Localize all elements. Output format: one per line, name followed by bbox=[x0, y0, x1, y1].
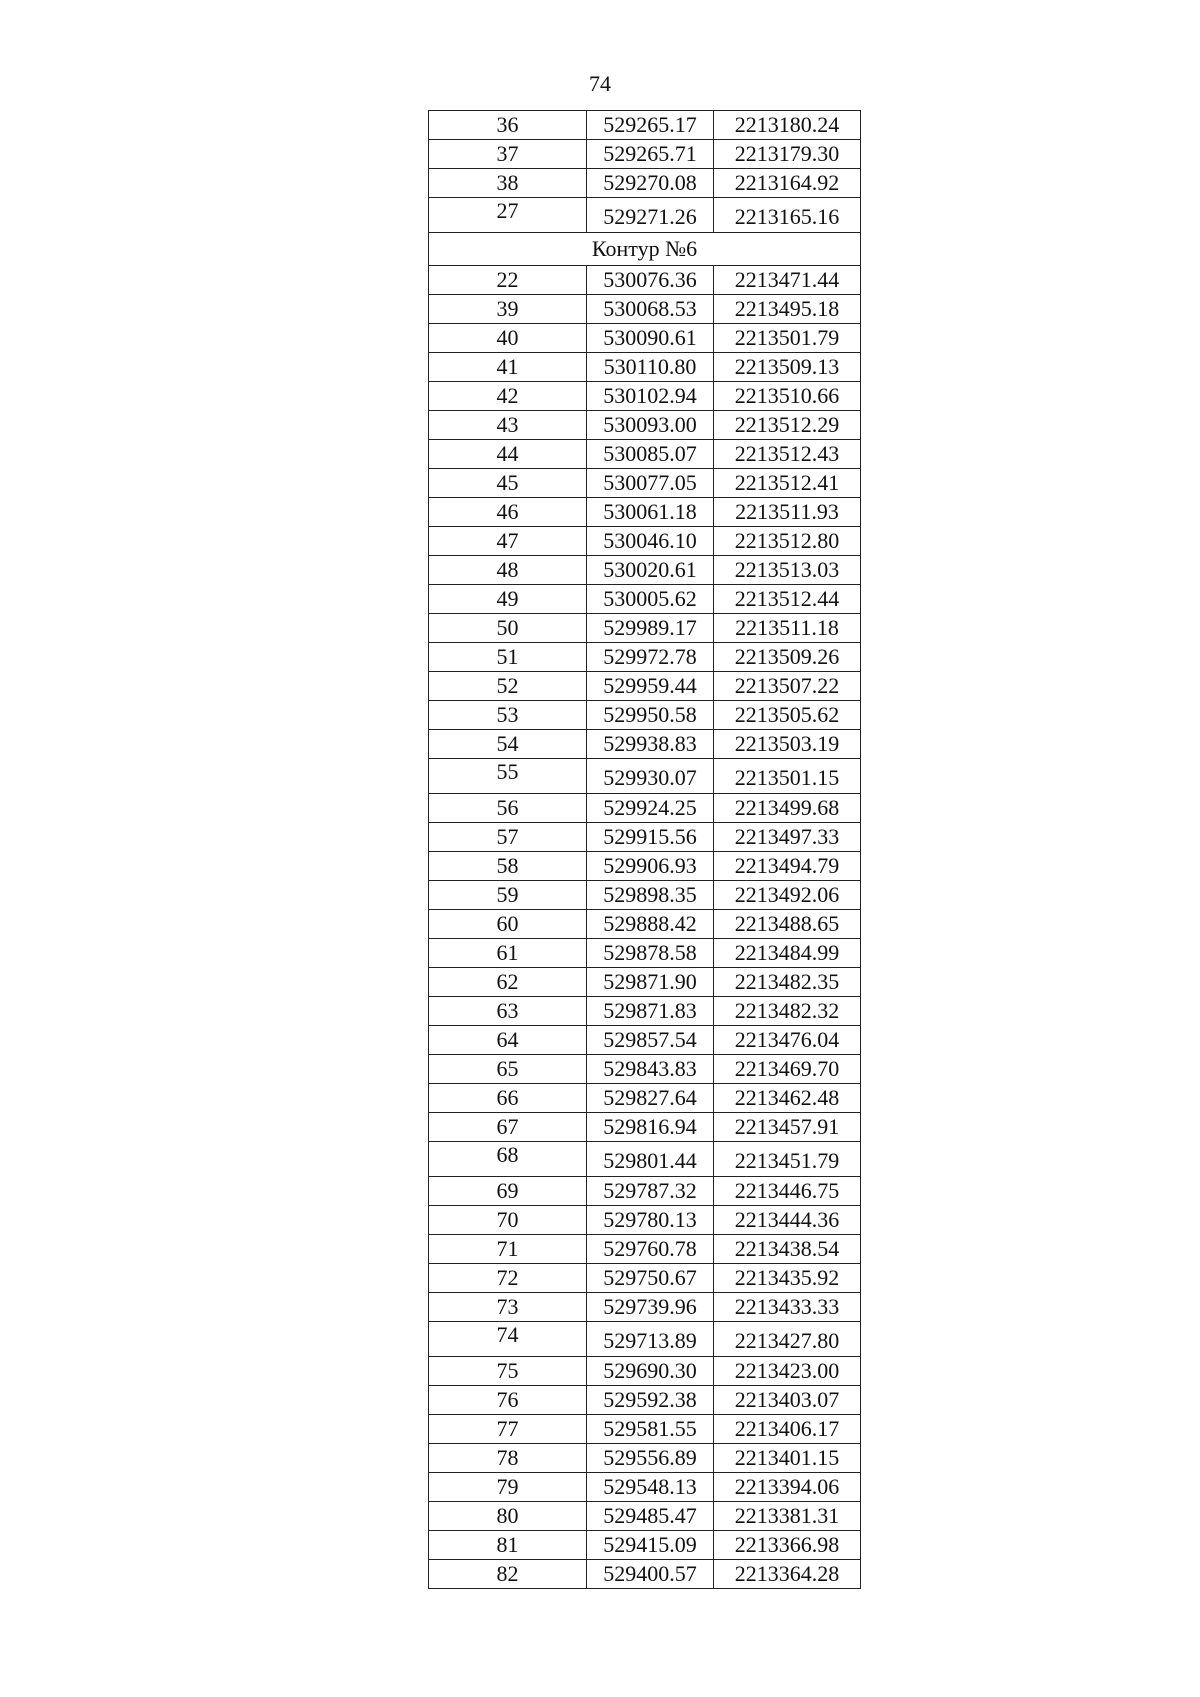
table-row bbox=[429, 1113, 861, 1142]
x-coordinate-cell: 529871.90 bbox=[587, 968, 714, 997]
point-number-cell: 67 bbox=[429, 1113, 587, 1142]
section-header-row bbox=[429, 233, 861, 266]
y-coordinate-cell: 2213165.16 bbox=[714, 198, 861, 233]
table-row bbox=[429, 1235, 861, 1264]
point-number-cell: 60 bbox=[429, 910, 587, 939]
table-row bbox=[429, 1473, 861, 1502]
section-title: Контур №6 bbox=[429, 233, 861, 266]
y-coordinate-cell: 2213499.68 bbox=[714, 794, 861, 823]
table-row bbox=[429, 1264, 861, 1293]
point-number-cell: 76 bbox=[429, 1386, 587, 1415]
coordinates-table bbox=[428, 110, 861, 1589]
y-coordinate-cell: 2213512.43 bbox=[714, 440, 861, 469]
y-coordinate-cell: 2213484.99 bbox=[714, 939, 861, 968]
x-coordinate-cell: 529592.38 bbox=[587, 1386, 714, 1415]
point-number-cell: 57 bbox=[429, 823, 587, 852]
y-coordinate-cell: 2213510.66 bbox=[714, 382, 861, 411]
point-number-cell: 59 bbox=[429, 881, 587, 910]
point-number-cell: 69 bbox=[429, 1177, 587, 1206]
x-coordinate-cell: 529857.54 bbox=[587, 1026, 714, 1055]
table-row bbox=[429, 556, 861, 585]
table-row bbox=[429, 198, 861, 233]
x-coordinate-cell: 529556.89 bbox=[587, 1444, 714, 1473]
y-coordinate-cell: 2213446.75 bbox=[714, 1177, 861, 1206]
point-number-cell: 80 bbox=[429, 1502, 587, 1531]
y-coordinate-cell: 2213512.80 bbox=[714, 527, 861, 556]
x-coordinate-cell: 529938.83 bbox=[587, 730, 714, 759]
table-row bbox=[429, 353, 861, 382]
y-coordinate-cell: 2213462.48 bbox=[714, 1084, 861, 1113]
table-row bbox=[429, 1357, 861, 1386]
table-row bbox=[429, 1206, 861, 1235]
point-number-cell: 42 bbox=[429, 382, 587, 411]
x-coordinate-cell: 530046.10 bbox=[587, 527, 714, 556]
table-row bbox=[429, 324, 861, 353]
point-number-cell: 75 bbox=[429, 1357, 587, 1386]
point-number-cell: 82 bbox=[429, 1560, 587, 1589]
y-coordinate-cell: 2213457.91 bbox=[714, 1113, 861, 1142]
table-body-before bbox=[429, 111, 861, 233]
table-row bbox=[429, 968, 861, 997]
y-coordinate-cell: 2213497.33 bbox=[714, 823, 861, 852]
point-number-cell: 51 bbox=[429, 643, 587, 672]
y-coordinate-cell: 2213406.17 bbox=[714, 1415, 861, 1444]
point-number-cell: 73 bbox=[429, 1293, 587, 1322]
point-number-cell: 77 bbox=[429, 1415, 587, 1444]
table-row bbox=[429, 643, 861, 672]
x-coordinate-cell: 529989.17 bbox=[587, 614, 714, 643]
table-row bbox=[429, 730, 861, 759]
point-number-cell: 70 bbox=[429, 1206, 587, 1235]
x-coordinate-cell: 530085.07 bbox=[587, 440, 714, 469]
table-row bbox=[429, 1560, 861, 1589]
x-coordinate-cell: 529959.44 bbox=[587, 672, 714, 701]
y-coordinate-cell: 2213505.62 bbox=[714, 701, 861, 730]
x-coordinate-cell: 530061.18 bbox=[587, 498, 714, 527]
point-number-cell: 79 bbox=[429, 1473, 587, 1502]
y-coordinate-cell: 2213180.24 bbox=[714, 111, 861, 140]
table-row bbox=[429, 498, 861, 527]
y-coordinate-cell: 2213471.44 bbox=[714, 266, 861, 295]
y-coordinate-cell: 2213511.18 bbox=[714, 614, 861, 643]
x-coordinate-cell: 530090.61 bbox=[587, 324, 714, 353]
point-number-cell: 55 bbox=[429, 759, 587, 794]
y-coordinate-cell: 2213451.79 bbox=[714, 1142, 861, 1177]
y-coordinate-cell: 2213438.54 bbox=[714, 1235, 861, 1264]
y-coordinate-cell: 2213469.70 bbox=[714, 1055, 861, 1084]
y-coordinate-cell: 2213433.33 bbox=[714, 1293, 861, 1322]
point-number-cell: 49 bbox=[429, 585, 587, 614]
point-number-cell: 52 bbox=[429, 672, 587, 701]
x-coordinate-cell: 529548.13 bbox=[587, 1473, 714, 1502]
x-coordinate-cell: 529827.64 bbox=[587, 1084, 714, 1113]
x-coordinate-cell: 529415.09 bbox=[587, 1531, 714, 1560]
x-coordinate-cell: 529750.67 bbox=[587, 1264, 714, 1293]
x-coordinate-cell: 529843.83 bbox=[587, 1055, 714, 1084]
x-coordinate-cell: 530020.61 bbox=[587, 556, 714, 585]
point-number-cell: 45 bbox=[429, 469, 587, 498]
page-number: 74 bbox=[589, 71, 611, 96]
table-row bbox=[429, 939, 861, 968]
y-coordinate-cell: 2213482.32 bbox=[714, 997, 861, 1026]
x-coordinate-cell: 529787.32 bbox=[587, 1177, 714, 1206]
table-row bbox=[429, 1293, 861, 1322]
y-coordinate-cell: 2213394.06 bbox=[714, 1473, 861, 1502]
point-number-cell: 41 bbox=[429, 353, 587, 382]
point-number-cell: 64 bbox=[429, 1026, 587, 1055]
y-coordinate-cell: 2213381.31 bbox=[714, 1502, 861, 1531]
x-coordinate-cell: 530093.00 bbox=[587, 411, 714, 440]
section-header-body bbox=[429, 233, 861, 266]
x-coordinate-cell: 529760.78 bbox=[587, 1235, 714, 1264]
y-coordinate-cell: 2213509.13 bbox=[714, 353, 861, 382]
point-number-cell: 43 bbox=[429, 411, 587, 440]
point-number-cell: 72 bbox=[429, 1264, 587, 1293]
table-body-after bbox=[429, 266, 861, 1589]
x-coordinate-cell: 529871.83 bbox=[587, 997, 714, 1026]
table-row bbox=[429, 1415, 861, 1444]
y-coordinate-cell: 2213495.18 bbox=[714, 295, 861, 324]
x-coordinate-cell: 530102.94 bbox=[587, 382, 714, 411]
table-row bbox=[429, 1531, 861, 1560]
table-row bbox=[429, 672, 861, 701]
x-coordinate-cell: 529265.17 bbox=[587, 111, 714, 140]
y-coordinate-cell: 2213512.44 bbox=[714, 585, 861, 614]
y-coordinate-cell: 2213403.07 bbox=[714, 1386, 861, 1415]
y-coordinate-cell: 2213435.92 bbox=[714, 1264, 861, 1293]
x-coordinate-cell: 529906.93 bbox=[587, 852, 714, 881]
y-coordinate-cell: 2213503.19 bbox=[714, 730, 861, 759]
table-row bbox=[429, 997, 861, 1026]
point-number-cell: 38 bbox=[429, 169, 587, 198]
x-coordinate-cell: 530076.36 bbox=[587, 266, 714, 295]
point-number-cell: 63 bbox=[429, 997, 587, 1026]
table-row bbox=[429, 1444, 861, 1473]
y-coordinate-cell: 2213512.29 bbox=[714, 411, 861, 440]
table-row bbox=[429, 614, 861, 643]
y-coordinate-cell: 2213488.65 bbox=[714, 910, 861, 939]
x-coordinate-cell: 529915.56 bbox=[587, 823, 714, 852]
point-number-cell: 71 bbox=[429, 1235, 587, 1264]
point-number-cell: 65 bbox=[429, 1055, 587, 1084]
y-coordinate-cell: 2213511.93 bbox=[714, 498, 861, 527]
table-row bbox=[429, 411, 861, 440]
y-coordinate-cell: 2213501.15 bbox=[714, 759, 861, 794]
table-row bbox=[429, 169, 861, 198]
x-coordinate-cell: 529898.35 bbox=[587, 881, 714, 910]
point-number-cell: 66 bbox=[429, 1084, 587, 1113]
x-coordinate-cell: 530077.05 bbox=[587, 469, 714, 498]
point-number-cell: 22 bbox=[429, 266, 587, 295]
point-number-cell: 40 bbox=[429, 324, 587, 353]
x-coordinate-cell: 529690.30 bbox=[587, 1357, 714, 1386]
table-row bbox=[429, 1084, 861, 1113]
x-coordinate-cell: 529780.13 bbox=[587, 1206, 714, 1235]
y-coordinate-cell: 2213364.28 bbox=[714, 1560, 861, 1589]
table-row bbox=[429, 759, 861, 794]
point-number-cell: 36 bbox=[429, 111, 587, 140]
x-coordinate-cell: 529271.26 bbox=[587, 198, 714, 233]
point-number-cell: 48 bbox=[429, 556, 587, 585]
x-coordinate-cell: 529878.58 bbox=[587, 939, 714, 968]
y-coordinate-cell: 2213494.79 bbox=[714, 852, 861, 881]
point-number-cell: 58 bbox=[429, 852, 587, 881]
table-row bbox=[429, 1026, 861, 1055]
x-coordinate-cell: 529924.25 bbox=[587, 794, 714, 823]
x-coordinate-cell: 530068.53 bbox=[587, 295, 714, 324]
point-number-cell: 62 bbox=[429, 968, 587, 997]
table-row bbox=[429, 266, 861, 295]
table-row bbox=[429, 910, 861, 939]
y-coordinate-cell: 2213476.04 bbox=[714, 1026, 861, 1055]
table-row bbox=[429, 1177, 861, 1206]
point-number-cell: 47 bbox=[429, 527, 587, 556]
point-number-cell: 27 bbox=[429, 198, 587, 233]
table-row bbox=[429, 1502, 861, 1531]
x-coordinate-cell: 529713.89 bbox=[587, 1322, 714, 1357]
table-row bbox=[429, 701, 861, 730]
table-row bbox=[429, 140, 861, 169]
point-number-cell: 56 bbox=[429, 794, 587, 823]
table-row bbox=[429, 852, 861, 881]
x-coordinate-cell: 529581.55 bbox=[587, 1415, 714, 1444]
point-number-cell: 81 bbox=[429, 1531, 587, 1560]
table-row bbox=[429, 1322, 861, 1357]
y-coordinate-cell: 2213501.79 bbox=[714, 324, 861, 353]
y-coordinate-cell: 2213423.00 bbox=[714, 1357, 861, 1386]
point-number-cell: 53 bbox=[429, 701, 587, 730]
y-coordinate-cell: 2213492.06 bbox=[714, 881, 861, 910]
point-number-cell: 39 bbox=[429, 295, 587, 324]
table-row bbox=[429, 295, 861, 324]
point-number-cell: 44 bbox=[429, 440, 587, 469]
x-coordinate-cell: 529739.96 bbox=[587, 1293, 714, 1322]
y-coordinate-cell: 2213507.22 bbox=[714, 672, 861, 701]
y-coordinate-cell: 2213444.36 bbox=[714, 1206, 861, 1235]
point-number-cell: 78 bbox=[429, 1444, 587, 1473]
table-row bbox=[429, 111, 861, 140]
point-number-cell: 37 bbox=[429, 140, 587, 169]
table-row bbox=[429, 1142, 861, 1177]
x-coordinate-cell: 529930.07 bbox=[587, 759, 714, 794]
table-row bbox=[429, 382, 861, 411]
table-row bbox=[429, 1055, 861, 1084]
x-coordinate-cell: 529485.47 bbox=[587, 1502, 714, 1531]
table-row bbox=[429, 794, 861, 823]
table-row bbox=[429, 823, 861, 852]
y-coordinate-cell: 2213164.92 bbox=[714, 169, 861, 198]
x-coordinate-cell: 529972.78 bbox=[587, 643, 714, 672]
y-coordinate-cell: 2213482.35 bbox=[714, 968, 861, 997]
y-coordinate-cell: 2213513.03 bbox=[714, 556, 861, 585]
point-number-cell: 54 bbox=[429, 730, 587, 759]
x-coordinate-cell: 529270.08 bbox=[587, 169, 714, 198]
point-number-cell: 74 bbox=[429, 1322, 587, 1357]
point-number-cell: 68 bbox=[429, 1142, 587, 1177]
x-coordinate-cell: 529801.44 bbox=[587, 1142, 714, 1177]
x-coordinate-cell: 529816.94 bbox=[587, 1113, 714, 1142]
table-row bbox=[429, 585, 861, 614]
x-coordinate-cell: 530005.62 bbox=[587, 585, 714, 614]
point-number-cell: 46 bbox=[429, 498, 587, 527]
x-coordinate-cell: 529265.71 bbox=[587, 140, 714, 169]
y-coordinate-cell: 2213509.26 bbox=[714, 643, 861, 672]
table-row bbox=[429, 527, 861, 556]
x-coordinate-cell: 530110.80 bbox=[587, 353, 714, 382]
x-coordinate-cell: 529400.57 bbox=[587, 1560, 714, 1589]
y-coordinate-cell: 2213366.98 bbox=[714, 1531, 861, 1560]
y-coordinate-cell: 2213179.30 bbox=[714, 140, 861, 169]
table-row bbox=[429, 469, 861, 498]
x-coordinate-cell: 529888.42 bbox=[587, 910, 714, 939]
point-number-cell: 50 bbox=[429, 614, 587, 643]
y-coordinate-cell: 2213512.41 bbox=[714, 469, 861, 498]
table-row bbox=[429, 1386, 861, 1415]
x-coordinate-cell: 529950.58 bbox=[587, 701, 714, 730]
y-coordinate-cell: 2213427.80 bbox=[714, 1322, 861, 1357]
y-coordinate-cell: 2213401.15 bbox=[714, 1444, 861, 1473]
point-number-cell: 61 bbox=[429, 939, 587, 968]
table-row bbox=[429, 440, 861, 469]
table-row bbox=[429, 881, 861, 910]
